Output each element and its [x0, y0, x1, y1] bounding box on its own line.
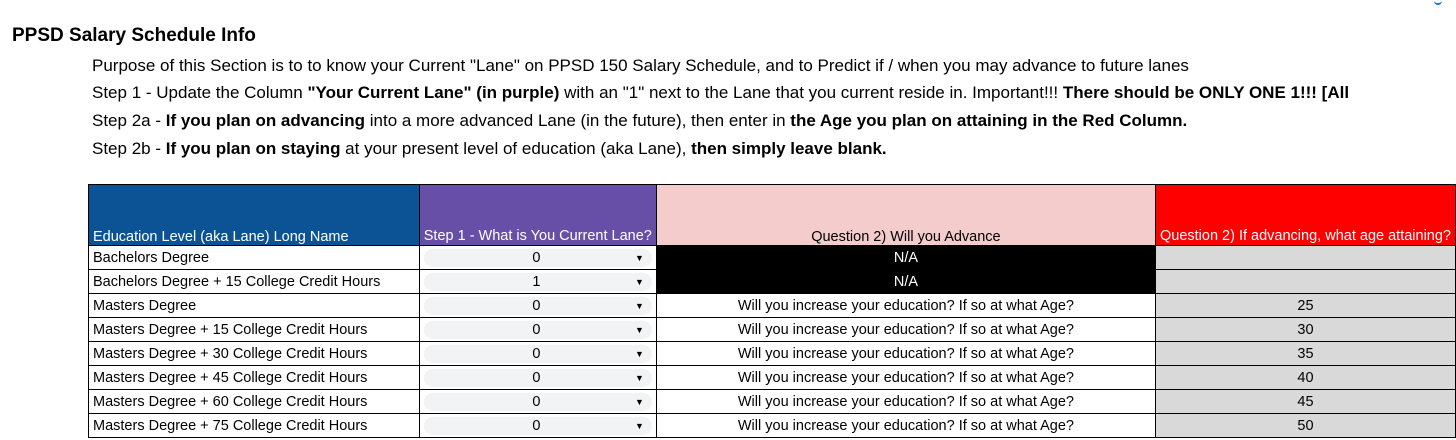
purpose-text: Purpose of this Section is to to know your Current "Lane" on PPSD 150 Salary Schedule, and to Predict if / when you may advance to future lanes — [92, 56, 1189, 75]
current-lane-value: 0 — [532, 417, 541, 434]
lane-name-cell: Bachelors Degree — [89, 246, 420, 270]
advance-question-cell: Will you increase your education? If so at what Age? — [656, 342, 1155, 366]
advance-question-cell: Will you increase your education? If so at what Age? — [656, 366, 1155, 390]
table-row — [89, 294, 1456, 318]
table-row — [89, 246, 1456, 270]
current-lane-dropdown[interactable] — [424, 273, 652, 291]
lane-name-cell: Masters Degree + 15 College Credit Hours — [89, 318, 420, 342]
current-lane-cell — [419, 246, 656, 270]
current-lane-cell — [419, 270, 656, 294]
age-attaining-cell[interactable]: 30 — [1155, 318, 1455, 342]
current-lane-dropdown[interactable] — [424, 297, 652, 315]
chevron-down-icon: ▼ — [634, 324, 644, 335]
current-lane-dropdown[interactable] — [424, 321, 652, 339]
chevron-down-icon: ▼ — [634, 252, 644, 263]
step2a-text: Step 2a - If you plan on advancing into a more advanced Lane (in the future), then enter in the Age you plan on attaining in the Red Column. — [92, 111, 1188, 130]
current-lane-dropdown[interactable] — [424, 249, 652, 267]
advance-question-cell: N/A — [656, 270, 1155, 294]
lane-name-cell: Masters Degree + 60 College Credit Hours — [89, 390, 420, 414]
current-lane-dropdown[interactable] — [424, 369, 652, 387]
advance-question-cell: N/A — [656, 246, 1155, 270]
table-row — [89, 342, 1456, 366]
current-lane-cell — [419, 294, 656, 318]
table-row — [89, 366, 1456, 390]
current-lane-value: 0 — [532, 249, 541, 266]
table-header-row — [89, 185, 1456, 246]
section-title: PPSD Salary Schedule Info — [12, 25, 256, 46]
chevron-down-icon: ▼ — [634, 348, 644, 359]
header-will-advance: Question 2) Will you Advance — [656, 185, 1155, 246]
advance-question-cell: Will you increase your education? If so at what Age? — [656, 318, 1155, 342]
age-attaining-cell[interactable] — [1155, 246, 1455, 270]
chevron-down-icon: ▼ — [634, 396, 644, 407]
current-lane-value: 0 — [532, 321, 541, 338]
current-lane-cell — [419, 390, 656, 414]
table-row — [89, 270, 1456, 294]
current-lane-value: 0 — [532, 369, 541, 386]
lane-name-cell: Masters Degree — [89, 294, 420, 318]
chevron-down-icon: ▼ — [634, 276, 644, 287]
age-attaining-cell[interactable]: 45 — [1155, 390, 1455, 414]
scroll-indicator — [1434, 0, 1442, 5]
header-lane-name: Education Level (aka Lane) Long Name — [89, 185, 420, 246]
advance-question-cell: Will you increase your education? If so at what Age? — [656, 294, 1155, 318]
current-lane-dropdown[interactable] — [424, 345, 652, 363]
age-attaining-cell[interactable]: 50 — [1155, 414, 1455, 438]
current-lane-value: 0 — [532, 393, 541, 410]
current-lane-cell — [419, 342, 656, 366]
lane-name-cell: Masters Degree + 75 College Credit Hours — [89, 414, 420, 438]
age-attaining-cell[interactable] — [1155, 270, 1455, 294]
age-attaining-cell[interactable]: 40 — [1155, 366, 1455, 390]
current-lane-value: 0 — [532, 297, 541, 314]
advance-question-cell: Will you increase your education? If so at what Age? — [656, 414, 1155, 438]
age-attaining-cell[interactable]: 25 — [1155, 294, 1455, 318]
current-lane-value: 1 — [532, 273, 541, 290]
current-lane-value: 0 — [532, 345, 541, 362]
header-age-attaining: Question 2) If advancing, what age attaining? — [1155, 185, 1455, 246]
table-row — [89, 318, 1456, 342]
step1-text: Step 1 - Update the Column "Your Current Lane" (in purple) with an "1" next to the Lane that you current reside in. Important!!! There should be ONLY ONE 1!!! [All — [92, 83, 1350, 102]
chevron-down-icon: ▼ — [634, 372, 644, 383]
current-lane-cell — [419, 318, 656, 342]
lane-name-cell: Bachelors Degree + 15 College Credit Hours — [89, 270, 420, 294]
advance-question-cell: Will you increase your education? If so at what Age? — [656, 390, 1155, 414]
chevron-down-icon: ▼ — [634, 300, 644, 311]
lane-name-cell: Masters Degree + 45 College Credit Hours — [89, 366, 420, 390]
header-current-lane: Step 1 - What is You Current Lane? — [419, 185, 656, 246]
step2b-text: Step 2b - If you plan on staying at your present level of education (aka Lane), then simply leave blank. — [92, 139, 887, 158]
current-lane-cell — [419, 414, 656, 438]
current-lane-cell — [419, 366, 656, 390]
table-row — [89, 390, 1456, 414]
table-row — [89, 414, 1456, 438]
age-attaining-cell[interactable]: 35 — [1155, 342, 1455, 366]
current-lane-dropdown[interactable] — [424, 417, 652, 435]
chevron-down-icon: ▼ — [634, 420, 644, 431]
salary-lane-table — [88, 184, 1456, 438]
lane-name-cell: Masters Degree + 30 College Credit Hours — [89, 342, 420, 366]
current-lane-dropdown[interactable] — [424, 393, 652, 411]
